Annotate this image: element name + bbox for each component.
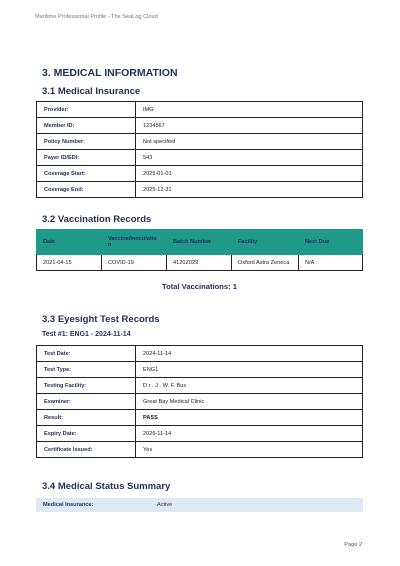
row-label: Coverage Start: (37, 166, 136, 182)
table-header-row (37, 230, 363, 255)
row-value: Great Bay Medical Clinic (136, 394, 363, 410)
insurance-table (36, 101, 363, 198)
row-value: Not specified (136, 134, 363, 150)
row-label: Coverage End: (37, 182, 136, 198)
row-label: Test Date: (37, 346, 136, 362)
row-value: 2025-12-31 (136, 182, 363, 198)
table-row (37, 426, 363, 442)
row-label: Member ID: (37, 118, 136, 134)
row-value: Yes (136, 442, 363, 458)
summary-label: Medical Insurance: (43, 502, 94, 508)
eyesight-test-title: Test #1: ENG1 - 2024-11-14 (42, 331, 131, 338)
row-value: 1234567 (136, 118, 363, 134)
cell-date: 2021-04-15 (37, 255, 102, 271)
column-header-next-due: Next Due (299, 230, 363, 255)
row-label: Policy Number: (37, 134, 136, 150)
table-row (37, 150, 363, 166)
result-value: PASS (136, 410, 363, 426)
table-row (37, 102, 363, 118)
table-row (37, 118, 363, 134)
row-label: Provider: (37, 102, 136, 118)
status-summary-title: 3.4 Medical Status Summary (42, 481, 171, 492)
table-row (37, 442, 363, 458)
row-label: Examiner: (37, 394, 136, 410)
row-value: 543 (136, 150, 363, 166)
row-label: Certificate Issued: (37, 442, 136, 458)
row-label: Payer ID/EDI: (37, 150, 136, 166)
row-label: Expiry Date: (37, 426, 136, 442)
table-row (37, 255, 363, 271)
row-value: 2026-11-14 (136, 426, 363, 442)
row-value: 2024-11-14 (136, 346, 363, 362)
row-value: IMG (136, 102, 363, 118)
page-header: Maritime Professional Profile - The SeaLog Cloud (35, 14, 158, 20)
column-header-vaccine: Vaccine/Inoculatio n (102, 230, 167, 255)
row-label: Result: (37, 410, 136, 426)
vaccination-table (36, 229, 363, 271)
summary-value: Active (157, 502, 173, 508)
cell-batch: 4120Z029 (167, 255, 232, 271)
section-title: 3. MEDICAL INFORMATION (42, 67, 178, 79)
row-value: D r . J . W. F. Bus (136, 378, 363, 394)
cell-facility: Oxford Astra Zeneca (232, 255, 299, 271)
table-row (37, 378, 363, 394)
table-row (37, 346, 363, 362)
row-label: Testing Facility: (37, 378, 136, 394)
insurance-title: 3.1 Medical Insurance (42, 86, 141, 97)
column-header-date: Date (37, 230, 102, 255)
page-number: Page 2 (344, 542, 362, 548)
cell-next-due: N/A (299, 255, 363, 271)
table-row (37, 134, 363, 150)
column-header-batch: Batch Number (167, 230, 232, 255)
row-value: ENG1 (136, 362, 363, 378)
cell-vaccine: COVID-19 (102, 255, 167, 271)
table-row (37, 362, 363, 378)
table-row (37, 410, 363, 426)
row-value: 2025-01-01 (136, 166, 363, 182)
table-row (37, 394, 363, 410)
row-label: Test Type: (37, 362, 136, 378)
vaccination-total: Total Vaccinations: 1 (162, 282, 237, 291)
vaccination-title: 3.2 Vaccination Records (42, 214, 152, 225)
table-row (37, 166, 363, 182)
eyesight-title: 3.3 Eyesight Test Records (42, 314, 160, 325)
status-summary-row (36, 498, 363, 512)
column-header-facility: Facility (232, 230, 299, 255)
eyesight-table (36, 345, 363, 458)
table-row (37, 182, 363, 198)
